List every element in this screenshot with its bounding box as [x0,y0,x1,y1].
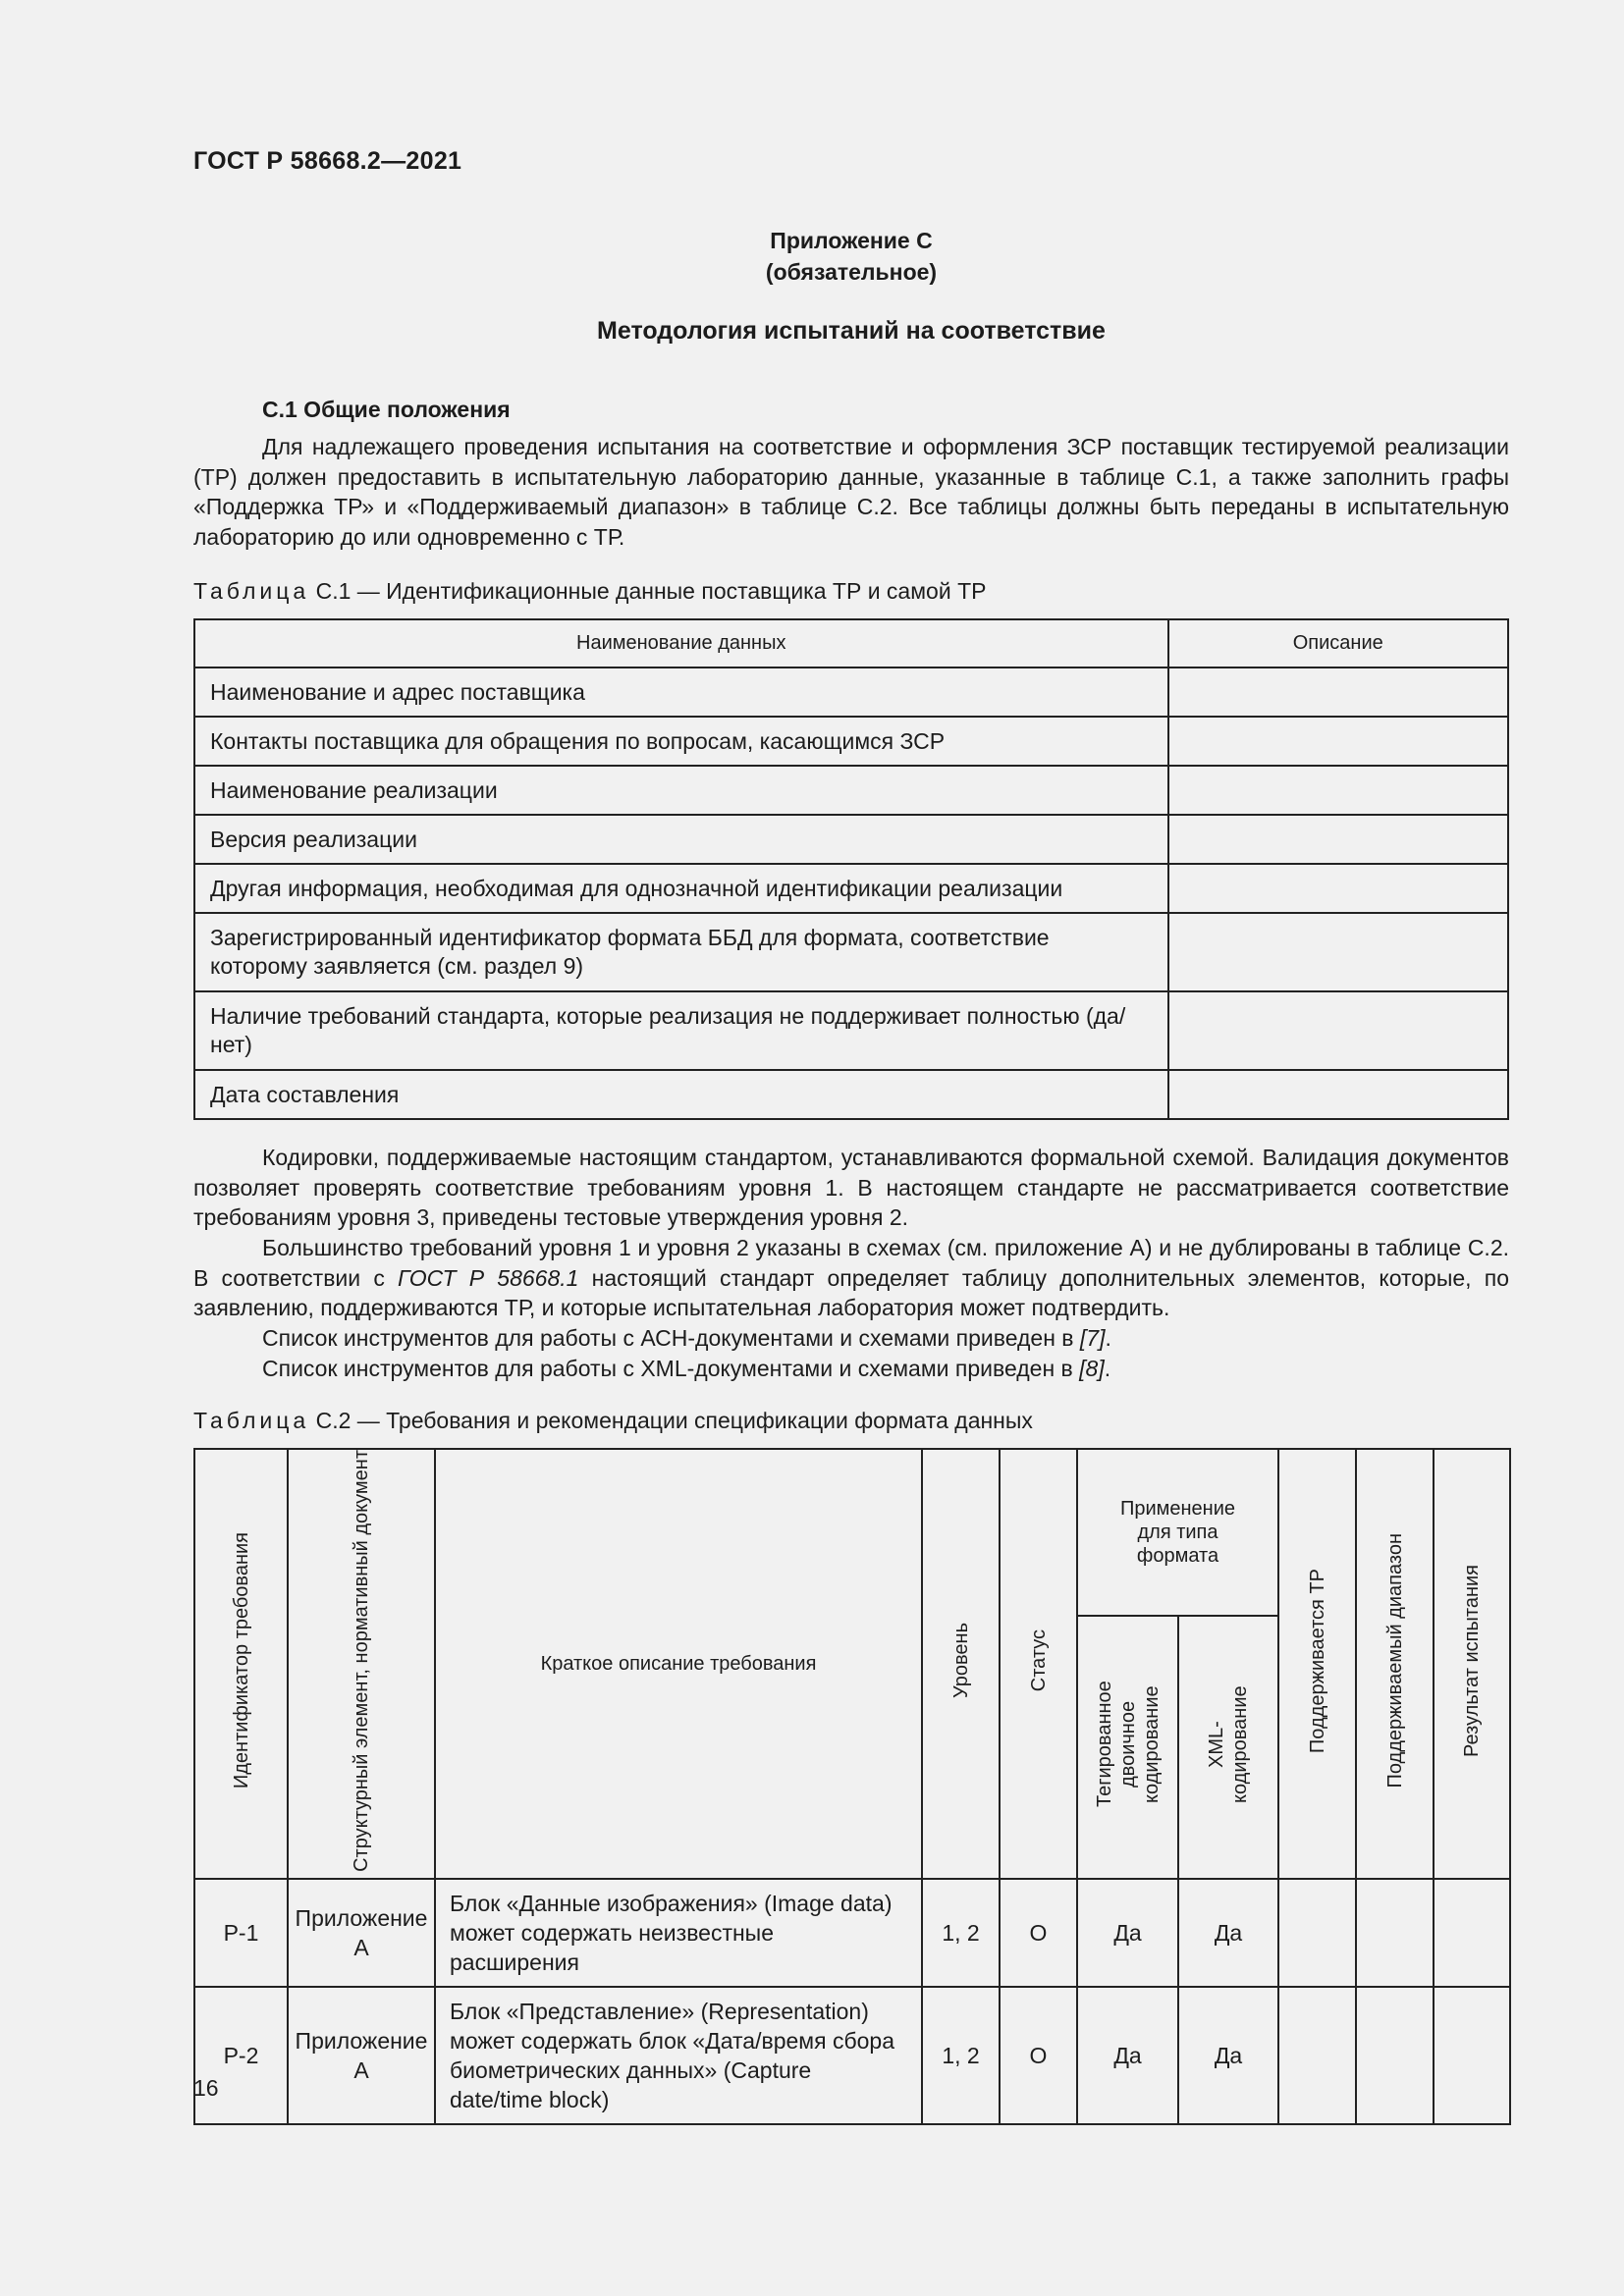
table1-caption [193,578,986,605]
p4-reference: [7] [1079,1325,1106,1351]
table1-caption-text: С.1 — Идентификационные данные поставщика ТР и самой ТР [315,578,987,604]
row-range[interactable] [1356,1987,1434,2124]
table1-col-name: Наименование данных [194,619,1168,667]
table2-col-struct: Структурный элемент, нормативный документ [288,1449,435,1879]
p3-text-b: настоящий стандарт определяет таблицу дополнительных элементов, которые, по заявлению, поддерживаются ТР, и которые испытательная лаборатория может подтвердить. [193,1264,1509,1321]
p5-text-a: Список инструментов для работы с XML-документами и схемами приведен в [262,1356,1080,1381]
paragraph-2: Кодировки, поддерживаемые настоящим стандартом, устанавливаются формальной схемой. Валидация документов позволяет проверять соответствие требованиям уровня 1. В настоящем стандарте не рассматривается соответствие требованиям уровня 3, приведены тестовые утверждения уровня 2. [193,1145,1509,1231]
table2-col-range: Поддерживаемый диапазон [1356,1449,1434,1879]
row-xml: Да [1178,1879,1278,1987]
table1-caption-word: Таблица [193,578,310,604]
table-row [194,717,1508,766]
table1-cell-name: Наименование реализации [194,766,1168,815]
p5-text-b: . [1104,1356,1111,1381]
table-row [194,667,1508,717]
p3-text-a: Большинство требований уровня 1 и уровня 2 указаны в схемах (см. приложение А) и не дублированы в таблице С.2. В соответствии с [193,1235,1509,1291]
table2-caption [193,1408,1033,1434]
table2-col-id: Идентификатор требования [194,1449,288,1879]
table1-cell-desc[interactable] [1168,667,1509,717]
row-id: Р-1 [194,1879,288,1987]
table-row [194,864,1508,913]
row-desc: Блок «Данные изображения» (Image data) может содержать неизвестные расширения [435,1879,922,1987]
table2-header-row-1 [194,1449,1510,1616]
table1-cell-name: Контакты поставщика для обращения по вопросам, касающимся ЗСР [194,717,1168,766]
table1-cell-desc[interactable] [1168,815,1509,864]
p5-reference: [8] [1079,1356,1105,1381]
table2-caption-text: С.2 — Требования и рекомендации спецификации формата данных [315,1408,1033,1433]
table2-caption-word: Таблица [193,1408,310,1433]
p4-text-b: . [1105,1325,1111,1351]
table2-col-xml: XML-кодирование [1178,1616,1278,1879]
row-range[interactable] [1356,1879,1434,1987]
paragraph-3 [193,1233,1509,1323]
table2-col-status: Статус [1000,1449,1077,1879]
table1-cell-desc[interactable] [1168,717,1509,766]
table-supplier-data [193,618,1509,1120]
row-desc: Блок «Представление» (Representation) может содержать блок «Дата/время сбора биометрических данных» (Capture date/time block) [435,1987,922,2124]
table1-col-desc: Описание [1168,619,1509,667]
row-result[interactable] [1434,1987,1510,2124]
table1-header-row [194,619,1508,667]
table1-cell-name: Дата составления [194,1070,1168,1119]
table2-col-apply: Применение для типа формата [1077,1449,1278,1616]
table2-col-tagged: Тегированное двоичное кодирование [1077,1616,1178,1879]
row-result[interactable] [1434,1879,1510,1987]
table-row [194,991,1508,1070]
row-xml: Да [1178,1987,1278,2124]
row-level: 1, 2 [922,1879,1000,1987]
table1-cell-desc[interactable] [1168,864,1509,913]
section-title: С.1 Общие положения [262,397,511,422]
table-row [194,1879,1510,1987]
table-row [194,815,1508,864]
row-struct: Приложение А [288,1987,435,2124]
row-supported[interactable] [1278,1879,1356,1987]
row-tagged: Да [1077,1879,1178,1987]
page-number: 16 [193,2075,219,2101]
table2-col-supported: Поддерживается ТР [1278,1449,1356,1879]
table1-cell-desc[interactable] [1168,766,1509,815]
annex-label: Приложение С [770,228,933,253]
p3-reference: ГОСТ Р 58668.1 [398,1264,579,1291]
paragraph-4 [193,1323,1509,1354]
table1-cell-desc[interactable] [1168,1070,1509,1119]
table2-col-desc: Краткое описание требования [435,1449,922,1879]
table2-col-result: Результат испытания [1434,1449,1510,1879]
row-supported[interactable] [1278,1987,1356,2124]
paragraph-5 [193,1354,1509,1384]
table-requirements [193,1448,1511,2125]
row-id: Р-2 [194,1987,288,2124]
row-status: О [1000,1879,1077,1987]
annex-status: (обязательное) [765,259,938,285]
table-row [194,1070,1508,1119]
p4-text-a: Список инструментов для работы с АСН-документами и схемами приведен в [262,1325,1080,1351]
table1-cell-name: Зарегистрированный идентификатор формата ББД для формата, соответствие которому заявляется (см. раздел 9) [194,913,1168,991]
table1-cell-name: Наличие требований стандарта, которые реализация не поддерживает полностью (да/нет) [194,991,1168,1070]
table-row [194,766,1508,815]
row-status: О [1000,1987,1077,2124]
table2-col-level: Уровень [922,1449,1000,1879]
doc-header: ГОСТ Р 58668.2—2021 [193,147,462,175]
row-level: 1, 2 [922,1987,1000,2124]
paragraph-1: Для надлежащего проведения испытания на соответствие и оформления ЗСР поставщик тестируемой реализации (ТР) должен предоставить в испытательную лабораторию данные, указанные в таблице С.1, а также заполнить графы «Поддержка ТР» и «Поддерживаемый диапазон» в таблице С.2. Все таблицы должны быть переданы в испытательную лабораторию до или одновременно с ТР. [193,434,1509,550]
row-tagged: Да [1077,1987,1178,2124]
table1-cell-desc[interactable] [1168,913,1509,991]
annex-heading: Методология испытаний на соответствие [597,317,1106,345]
table-row [194,913,1508,991]
table1-cell-name: Версия реализации [194,815,1168,864]
annex-title [193,225,1509,288]
table-row [194,1987,1510,2124]
row-struct: Приложение А [288,1879,435,1987]
table1-cell-desc[interactable] [1168,991,1509,1070]
table1-cell-name: Наименование и адрес поставщика [194,667,1168,717]
table1-cell-name: Другая информация, необходимая для однозначной идентификации реализации [194,864,1168,913]
